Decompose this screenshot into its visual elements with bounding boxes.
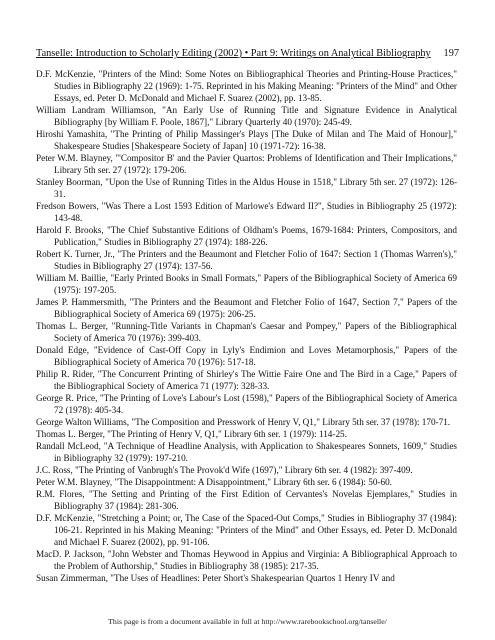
reference-entry: MacD. P. Jackson, "John Webster and Thomas Heywood in Appius and Virginia: A Bibliographical Approach to the Problem of Authorship," Studies in Bibliography 38 (1985): 217-35.	[36, 549, 457, 571]
reference-entry: George R. Price, "The Printing of Love's Labour's Lost (1598)," Papers of the Bibliographical Society of America 72 (1978): 405-34.	[36, 393, 457, 415]
reference-entry: Thomas L. Berger, "The Printing of Henry V, Q1," Library 6th ser. 1 (1979): 114-25.	[36, 429, 347, 439]
reference-entry: Harold F. Brooks, "The Chief Substantive Editions of Oldham's Poems, 1679-1684: Printers, Compositors, and Publication," Studies in Bibliography 27 (1974): 188-226.	[36, 225, 457, 247]
running-header-title: Tanselle: Introduction to Scholarly Editing (2002) • Part 9: Writings on Analytical Bibliography	[36, 48, 431, 59]
reference-entry: D.F. McKenzie, "Stretching a Point; or, The Case of the Spaced-Out Comps," Studies in Bibliography 37 (1984): 106-21. Reprinted in his Making Meaning: "Printers of the Mind" and Other Essays, ed. Peter D. McDonald and Michael F. Suarez (2002), pp. 91-106.	[36, 513, 457, 547]
source-footer: This page is from a document available in full at http://www.rarebookschool.org/tanselle/	[108, 617, 387, 626]
reference-entry: Donald Edge, "Evidence of Cast-Off Copy in Lyly's Endimion and Loves Metamorphosis," Papers of the Bibliographical Society of America 70 (1976): 517-18.	[36, 345, 457, 367]
reference-entry: William Landram Williamson, "An Early Use of Running Title and Signature Evidence in Analytical Bibliography [by William F. Poole, 1867]," Library Quarterly 40 (1970): 245-49.	[36, 105, 457, 127]
reference-entry: Peter W.M. Blayney, "'Compositor B' and the Pavier Quartos: Problems of Identification and Their Implications," Library 5th ser. 27 (1972): 179-206.	[36, 153, 457, 175]
reference-entry: Susan Zimmerman, "The Uses of Headlines: Peter Short's Shakespearian Quartos 1 Henry IV and	[36, 573, 395, 583]
reference-entry: Robert K. Turner, Jr., "The Printers and the Beaumont and Fletcher Folio of 1647: Section 1 (Thomas Warren's)," Studies in Bibliography 27 (1974): 137-56.	[36, 249, 457, 271]
reference-list	[36, 68, 457, 584]
running-header	[36, 48, 459, 60]
reference-entry: Thomas L. Berger, "Running-Title Variants in Chapman's Caesar and Pompey," Papers of the Bibliographical Society of America 70 (1976): 399-403.	[36, 321, 457, 343]
reference-entry: R.M. Flores, "The Setting and Printing of the First Edition of Cervantes's Novelas Ejemplares," Studies in Bibliography 37 (1984): 281-306.	[36, 489, 457, 511]
reference-entry: Randall McLeod, "A Technique of Headline Analysis, with Application to Shakespeares Sonnets, 1609," Studies in Bibliography 32 (1979): 197-210.	[36, 441, 457, 463]
reference-entry: William M. Baillie, "Early Printed Books in Small Formats," Papers of the Bibliographical Society of America 69 (1975): 197-205.	[36, 273, 457, 295]
reference-entry: Fredson Bowers, "Was There a Lost 1593 Edition of Marlowe's Edward II?", Studies in Bibliography 25 (1972): 143-48.	[36, 201, 457, 223]
reference-entry: Stanley Boorman, "Upon the Use of Running Titles in the Aldus House in 1518," Library 5th ser. 27 (1972): 126-31.	[36, 177, 457, 199]
reference-entry: Peter W.M. Blayney, "The Disappointment: A Disappointment," Library 6th ser. 6 (1984): 50-60.	[36, 477, 392, 487]
reference-entry: J.C. Ross, "The Printing of Vanbrugh's The Provok'd Wife (1697)," Library 6th ser. 4 (1982): 397-409.	[36, 465, 413, 475]
reference-entry: George Walton Williams, "The Composition and Presswork of Henry V, Q1," Library 5th ser. 37 (1978): 170-71.	[36, 417, 451, 427]
reference-entry: Philip R. Rider, "The Concurrent Printing of Shirley's The Wittie Faire One and The Bird in a Cage," Papers of the Bibliographical Society of America 71 (1977): 328-33.	[36, 369, 457, 391]
reference-entry: James P. Hammersmith, "The Printers and the Beaumont and Fletcher Folio of 1647, Section 7," Papers of the Bibliographical Society of America 69 (1975): 206-25.	[36, 297, 457, 319]
page-number: 197	[443, 48, 459, 59]
reference-entry: Hiroshi Yamashita, "The Printing of Philip Massinger's Plays [The Duke of Milan and The Maid of Honour]," Shakespeare Studies [Shakespeare Society of Japan] 10 (1971-72): 16-38.	[36, 129, 457, 151]
reference-entry: D.F. McKenzie, "Printers of the Mind: Some Notes on Bibliographical Theories and Printing-House Practices," Studies in Bibliography 22 (1969): 1-75. Reprinted in his Making Meaning: "Printers of the Mind" and Other Essays, ed. Peter D. McDonald and Michael F. Suarez (2002), pp. 13-85.	[36, 69, 457, 103]
